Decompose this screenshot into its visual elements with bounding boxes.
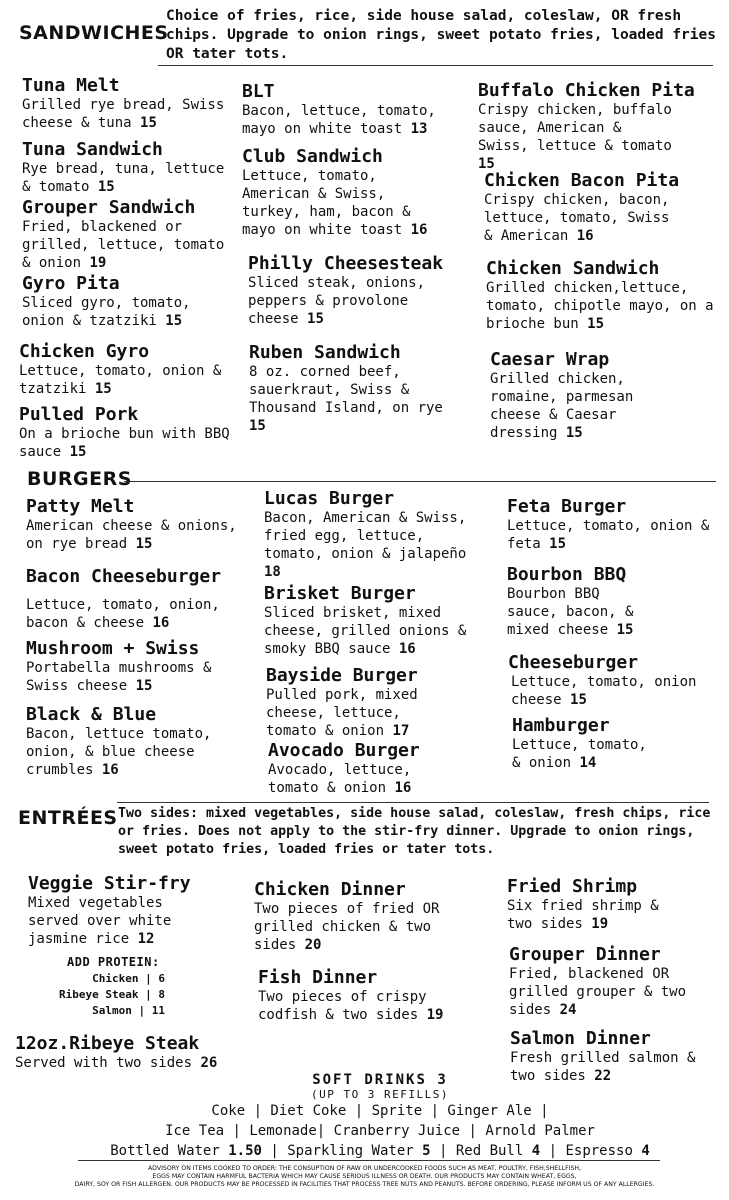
menu-item	[258, 967, 478, 1024]
item-price: 15	[549, 536, 567, 552]
menu-item	[264, 583, 484, 658]
item-price: 16	[398, 641, 416, 657]
item-name: Buffalo Chicken Pita	[478, 80, 695, 101]
item-description: Bacon, lettuce, tomato, mayo on white toast 13	[242, 103, 436, 137]
item-price: 19	[591, 916, 609, 932]
item-description: Portabella mushrooms & Swiss cheese 15	[26, 660, 212, 694]
item-name: Lucas Burger	[264, 488, 395, 509]
item-description: Avocado, lettuce, tomato & onion 16	[268, 762, 412, 796]
item-name: Black & Blue	[26, 704, 157, 725]
item-price: 24	[559, 1002, 577, 1018]
drinks-divider	[78, 1160, 660, 1161]
item-description: Mixed vegetables served over white jasmine rice 12	[28, 895, 172, 947]
food-advisory	[0, 1165, 729, 1189]
sandwiches-heading: SANDWICHES	[19, 22, 169, 44]
item-name: Caesar Wrap	[490, 349, 610, 370]
item-price: 14	[579, 755, 597, 771]
menu-item	[26, 566, 258, 632]
menu-item	[507, 564, 719, 639]
item-price: 16	[576, 228, 594, 244]
menu-item	[264, 488, 484, 581]
red-bull: Red Bull	[455, 1143, 524, 1159]
menu-item	[22, 75, 237, 132]
menu-item	[478, 80, 714, 173]
item-description: Sliced brisket, mixed cheese, grilled onions & smoky BBQ sauce 16	[264, 605, 467, 657]
menu-item	[508, 652, 722, 709]
item-name: Brisket Burger	[264, 583, 416, 604]
entrees-note: Two sides: mixed vegetables, side house salad, coleslaw, fresh chips, rice or fries. Does not apply to the stir-fry dinner. Upgrade to onion rings, sweet potato fries, loaded fries or tater tots.	[118, 806, 711, 857]
item-description: Lettuce, tomato, onion & tzatziki 15	[19, 363, 222, 397]
item-price: 15	[69, 444, 87, 460]
item-price: 15	[616, 622, 634, 638]
item-price: 22	[594, 1068, 612, 1084]
item-price: 15	[94, 381, 112, 397]
sandwiches-note: Choice of fries, rice, side house salad, coleslaw, OR fresh chips. Upgrade to onion rings, sweet potato fries, loaded fries OR tater tots.	[166, 8, 716, 62]
item-description: 8 oz. corned beef, sauerkraut, Swiss & Thousand Island, on rye 15	[249, 364, 443, 434]
menu-item	[22, 139, 237, 196]
espresso: Espresso	[565, 1143, 633, 1159]
menu-item	[19, 404, 237, 461]
item-description: Lettuce, tomato, & onion 14	[512, 737, 647, 771]
menu-item	[22, 197, 237, 272]
sparkling-water-price: 5	[422, 1143, 431, 1159]
item-name: Chicken Sandwich	[486, 258, 660, 279]
item-name: Fried Shrimp	[507, 876, 638, 897]
item-description: Lettuce, tomato, onion, bacon & cheese 16	[26, 597, 220, 631]
item-description: Bacon, lettuce tomato, onion, & blue cheese crumbles 16	[26, 726, 212, 778]
item-description: Fried, blackened or grilled, lettuce, tomato & onion 19	[22, 219, 225, 271]
item-name: BLT	[242, 81, 275, 102]
item-price: 15	[565, 425, 583, 441]
item-name: Veggie Stir-fry	[28, 873, 191, 894]
menu-item	[242, 81, 462, 138]
item-description: Grilled chicken, romaine, parmesan cheese & Caesar dressing 15	[490, 371, 634, 441]
entrees-divider	[117, 802, 709, 803]
add-protein-list	[30, 971, 165, 1019]
item-price: 16	[101, 762, 119, 778]
item-name: 12oz.Ribeye Steak	[15, 1033, 200, 1054]
menu-item	[484, 170, 714, 245]
item-price: 15	[135, 536, 153, 552]
item-price: 15	[97, 179, 115, 195]
item-price: 16	[152, 615, 170, 631]
item-name: Fish Dinner	[258, 967, 378, 988]
burgers-heading: BURGERS	[27, 468, 132, 490]
item-name: Bacon Cheeseburger	[26, 566, 222, 587]
item-description: Fried, blackened OR grilled grouper & two sides 24	[509, 966, 687, 1018]
soft-drinks-refills: (UP TO 3 REFILLS)	[310, 1088, 450, 1101]
add-protein-row: Ribeye Steak | 8	[59, 988, 165, 1001]
menu-item	[249, 342, 449, 435]
item-price: 26	[200, 1055, 218, 1071]
item-description: Two pieces of fried OR grilled chicken & two sides 20	[254, 901, 440, 953]
menu-item	[26, 638, 226, 695]
item-name: Chicken Bacon Pita	[484, 170, 680, 191]
entrees-heading: ENTRÉES	[18, 807, 118, 829]
item-name: Pulled Pork	[19, 404, 139, 425]
menu-item	[490, 349, 690, 442]
item-description: Sliced steak, onions, peppers & provolone cheese 15	[248, 275, 426, 327]
add-protein-row: Chicken | 6	[92, 972, 165, 985]
item-name: Hamburger	[512, 715, 610, 736]
item-price: 15	[570, 692, 587, 708]
item-name: Bayside Burger	[266, 665, 418, 686]
item-name: Club Sandwich	[242, 146, 383, 167]
espresso-price: 4	[641, 1143, 650, 1159]
item-name: Tuna Sandwich	[22, 139, 163, 160]
item-price: 19	[426, 1007, 444, 1023]
menu-item	[22, 273, 237, 330]
menu-item	[509, 944, 721, 1019]
menu-item	[28, 873, 248, 948]
item-name: Philly Cheesesteak	[248, 253, 444, 274]
item-price: 13	[410, 121, 428, 137]
item-price: 15	[140, 115, 157, 131]
item-description: Rye bread, tuna, lettuce & tomato 15	[22, 161, 225, 195]
item-price: 15	[249, 418, 266, 434]
item-name: Ruben Sandwich	[249, 342, 401, 363]
add-protein-row: Salmon | 11	[92, 1004, 165, 1017]
other-drinks-list: Bottled Water 1.50 | Sparkling Water 5 | Red Bull 4 | Espresso 4	[110, 1143, 650, 1159]
item-description: Served with two sides 26	[15, 1055, 218, 1071]
menu-item	[254, 879, 464, 954]
item-price: 19	[89, 255, 107, 271]
item-price: 18	[264, 564, 281, 580]
item-price: 15	[478, 156, 495, 172]
item-price: 15	[135, 678, 153, 694]
item-name: Gyro Pita	[22, 273, 120, 294]
sparkling-water: Sparkling Water	[287, 1143, 414, 1159]
item-description: Crispy chicken, buffalo sauce, American & Swiss, lettuce & tomato 15	[478, 102, 672, 172]
add-protein-heading: ADD PROTEIN:	[67, 955, 160, 969]
item-name: Feta Burger	[507, 496, 627, 517]
item-description: Lettuce, tomato, onion cheese 15	[511, 674, 697, 708]
item-description: Crispy chicken, bacon, lettuce, tomato, Swiss & American 16	[484, 192, 670, 244]
menu-item	[242, 146, 452, 239]
item-description: Grilled rye bread, Swiss cheese & tuna 15	[22, 97, 225, 131]
sandwiches-divider	[158, 65, 713, 66]
advisory-line: EGGS MAY CONTAIN HARMFUL BACTERIA WHICH MAY CAUSE SERIOUS ILLNESS OR DEATH. OUR PRODUCTS MAY CONTAIN WHEAT, EGGS,	[152, 1173, 577, 1180]
menu-item	[268, 740, 448, 797]
item-price: 12	[137, 931, 155, 947]
item-name: Mushroom + Swiss	[26, 638, 200, 659]
item-description: Fresh grilled salmon & two sides 22	[510, 1050, 696, 1084]
item-description: Bourbon BBQ sauce, bacon, & mixed cheese 15	[507, 586, 634, 638]
item-price: 15	[165, 313, 183, 329]
item-name: Bourbon BBQ	[507, 564, 627, 585]
item-name: Chicken Gyro	[19, 341, 150, 362]
menu-item	[26, 496, 256, 553]
menu-item	[266, 665, 456, 740]
soft-drinks-heading: SOFT DRINKS 3	[312, 1072, 448, 1088]
item-description: Grilled chicken,lettuce, tomato, chipotle mayo, on a brioche bun 15	[486, 280, 714, 332]
item-name: Cheeseburger	[508, 652, 639, 673]
item-price: 17	[392, 723, 410, 739]
item-description: Bacon, American & Swiss, fried egg, lettuce, tomato, onion & jalapeño 18	[264, 510, 467, 580]
menu-item	[507, 496, 719, 553]
item-name: Grouper Sandwich	[22, 197, 196, 218]
bottled-water-price: 1.50	[228, 1143, 262, 1159]
item-description: Six fried shrimp & two sides 19	[507, 898, 659, 932]
item-price: 20	[304, 937, 322, 953]
advisory-line: DAIRY, SOY OR FISH ALLERGEN. OUR PRODUCTS MAY BE PROCESSED IN FACILITIES THAT PROCESS TREE NUTS AND PEANUTS. BEFORE ORDERING, PLEASE INFORM US OF ANY ALLERGIES.	[74, 1181, 655, 1188]
item-description: Lettuce, tomato, onion & feta 15	[507, 518, 710, 552]
soft-drinks-list-2: Ice Tea | Lemonade| Cranberry Juice | Arnold Palmer	[165, 1123, 595, 1139]
menu-item	[512, 715, 712, 772]
menu-item	[15, 1033, 255, 1072]
menu-item	[26, 704, 246, 779]
item-description: Pulled pork, mixed cheese, lettuce, tomato & onion 17	[266, 687, 418, 739]
menu-item	[486, 258, 716, 333]
item-name: Patty Melt	[26, 496, 135, 517]
item-name: Chicken Dinner	[254, 879, 406, 900]
item-price: 16	[394, 780, 412, 796]
item-price: 15	[587, 316, 605, 332]
item-name: Salmon Dinner	[510, 1028, 651, 1049]
item-price: 15	[307, 311, 324, 327]
menu-item	[507, 876, 717, 933]
item-description: Two pieces of crispy codfish & two sides 19	[258, 989, 444, 1023]
item-name: Tuna Melt	[22, 75, 120, 96]
item-description: American cheese & onions, on rye bread 15	[26, 518, 237, 552]
item-description: On a brioche bun with BBQ sauce 15	[19, 426, 230, 460]
soft-drinks-section	[90, 1072, 670, 1161]
item-description: Sliced gyro, tomato, onion & tzatziki 15	[22, 295, 191, 329]
bottled-water: Bottled Water	[110, 1143, 220, 1159]
item-name: Avocado Burger	[268, 740, 420, 761]
soft-drinks-list-1: Coke | Diet Coke | Sprite | Ginger Ale |	[211, 1103, 549, 1119]
menu-item	[19, 341, 237, 398]
menu-item	[248, 253, 458, 328]
red-bull-price: 4	[531, 1143, 541, 1159]
advisory-line: ADVISORY ON ITEMS COOKED TO ORDER: THE CONSUPTION OF RAW OR UNDERCOOKED FOODS SUCH AS MEAT, POULTRY, FISH,SHELLFISH,	[147, 1165, 582, 1172]
item-description: Lettuce, tomato, American & Swiss, turkey, ham, bacon & mayo on white toast 16	[242, 168, 428, 238]
burgers-divider	[124, 481, 716, 482]
item-name: Grouper Dinner	[509, 944, 661, 965]
item-price: 16	[410, 222, 428, 238]
